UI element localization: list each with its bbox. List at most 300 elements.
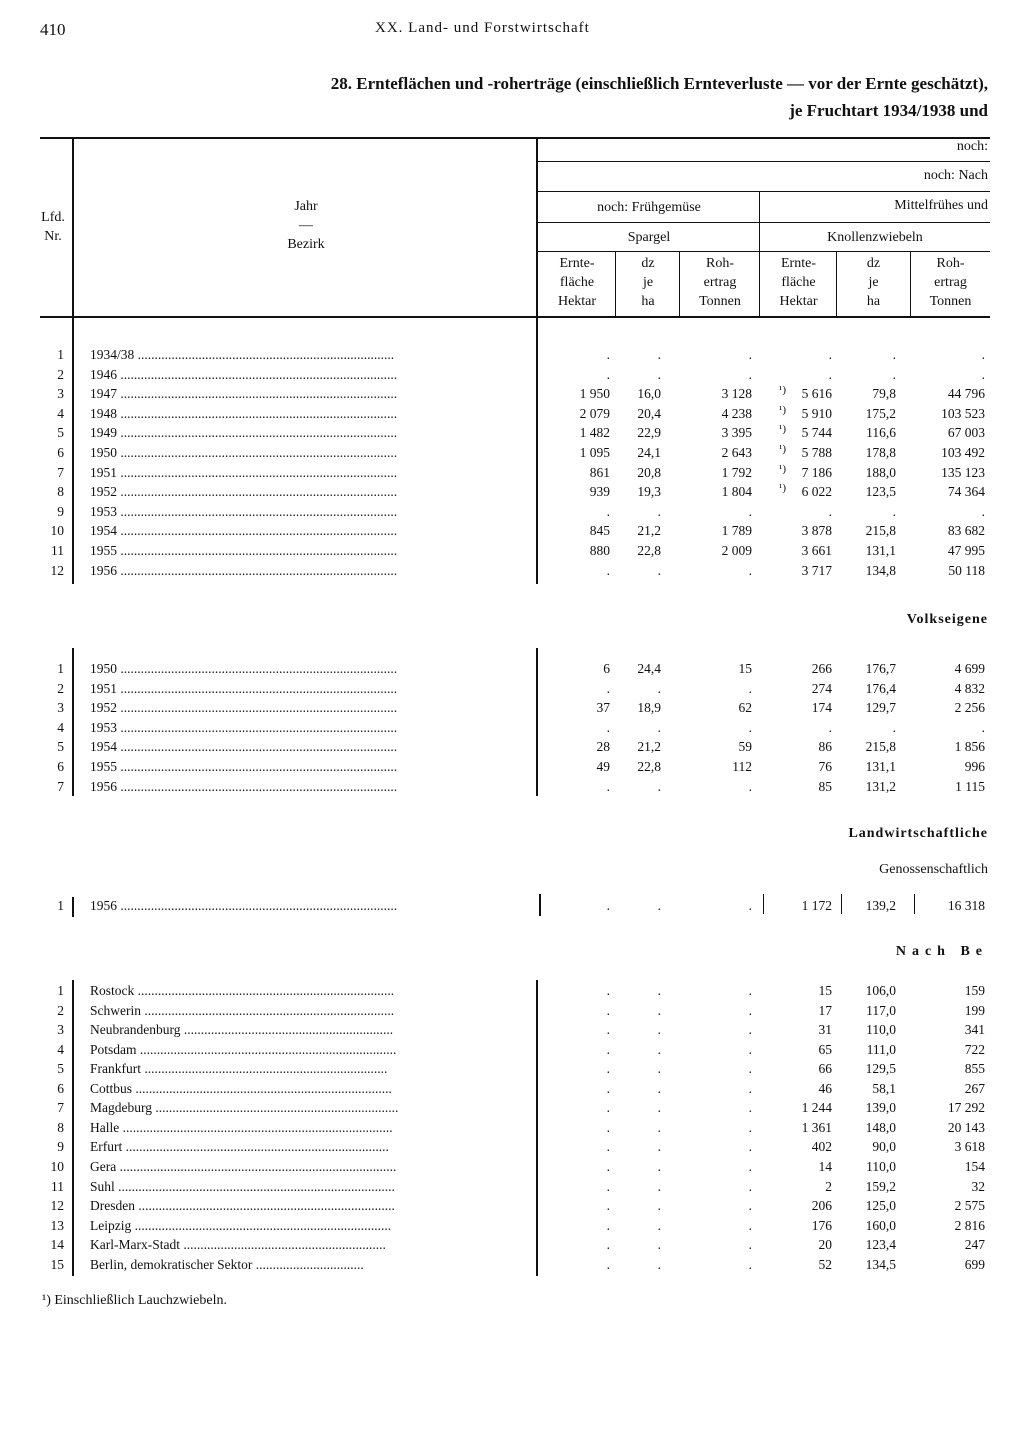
row-label: 1955 .................................................................................. bbox=[90, 543, 398, 558]
cell-c6: 67 003 bbox=[947, 425, 985, 441]
cell-c4: 31 bbox=[818, 1022, 832, 1038]
cell-c1: . bbox=[606, 1198, 610, 1214]
cell-c5: 123,5 bbox=[865, 484, 896, 500]
cell-c4: 85 bbox=[818, 778, 832, 794]
header-col2-l2: je bbox=[642, 275, 654, 290]
cell-c4: 6 022 bbox=[801, 484, 832, 500]
cell-c2: 22,8 bbox=[637, 543, 661, 558]
header-col4-l1: Ernte- bbox=[781, 256, 816, 271]
table-row bbox=[0, 739, 1024, 759]
cell-c1: . bbox=[606, 562, 610, 578]
cell-c2: . bbox=[657, 1198, 661, 1214]
cell-c1: . bbox=[606, 1158, 610, 1174]
cell-c1: 2 079 bbox=[579, 405, 610, 421]
cell-c6: . bbox=[981, 347, 985, 362]
row-number: 2 bbox=[57, 1002, 64, 1018]
table-title-line2: je Fruchtart 1934/1938 und bbox=[789, 101, 988, 120]
cell-c6: 16 318 bbox=[947, 898, 985, 913]
header-rule-nach bbox=[538, 191, 990, 192]
cell-c5: 110,0 bbox=[866, 1158, 896, 1174]
cell-c3: 59 bbox=[738, 739, 752, 755]
cell-c2: . bbox=[657, 778, 661, 794]
row-label: 1946 .................................................................................. bbox=[90, 366, 398, 382]
table-row bbox=[0, 1159, 1024, 1179]
cell-c2: . bbox=[657, 562, 661, 578]
cell-c6: 3 618 bbox=[954, 1139, 985, 1155]
cell-c3: . bbox=[748, 366, 752, 382]
row-number: 8 bbox=[57, 484, 64, 500]
cell-c6: 83 682 bbox=[947, 523, 985, 539]
cell-c6: 17 292 bbox=[947, 1100, 985, 1116]
cell-c1: 861 bbox=[589, 464, 610, 480]
cell-c4: 76 bbox=[818, 759, 832, 774]
cell-c1: 49 bbox=[596, 759, 610, 774]
cell-c2: 18,9 bbox=[637, 700, 661, 716]
cell-fn: ¹) bbox=[779, 423, 786, 436]
table-row bbox=[0, 347, 1024, 367]
table-row bbox=[0, 759, 1024, 779]
row-number: 1 bbox=[57, 347, 64, 362]
row-label: Neubrandenburg .............................................................. bbox=[90, 1022, 394, 1038]
cell-c5: . bbox=[892, 719, 896, 735]
cell-c4: 5 910 bbox=[801, 405, 832, 421]
table-row bbox=[0, 563, 1024, 583]
cell-c2: 20,4 bbox=[637, 405, 661, 421]
table-row bbox=[0, 403, 1024, 426]
row-number: 6 bbox=[57, 1080, 64, 1096]
row-label: 1950 .................................................................................. bbox=[90, 445, 398, 460]
table-row bbox=[0, 1042, 1024, 1062]
cell-c5: 188,0 bbox=[865, 464, 896, 480]
cell-c5: 125,0 bbox=[865, 1198, 896, 1214]
table-row bbox=[0, 1061, 1024, 1081]
header-sub-knollenzwiebeln: Knollenzwiebeln bbox=[827, 230, 923, 245]
cell-c5: 159,2 bbox=[865, 1178, 896, 1194]
header-rule-sub bbox=[538, 251, 990, 252]
table-row bbox=[0, 720, 1024, 740]
section-title-volkseigene: Volkseigene bbox=[906, 612, 988, 627]
cell-c4: 1 361 bbox=[801, 1119, 832, 1135]
section-subtitle-genossenschaftlich: Genossenschaftlich bbox=[879, 862, 988, 877]
row-label: 1956 .................................................................................. bbox=[90, 898, 398, 913]
cell-c4: 3 878 bbox=[801, 523, 832, 539]
body-rule-nr-s1 bbox=[72, 318, 74, 584]
cell-c3: . bbox=[748, 347, 752, 362]
cell-c6: 699 bbox=[964, 1256, 985, 1272]
cell-c4: 5 788 bbox=[801, 445, 832, 460]
table-title-line1: 28. Ernteflächen und -roherträge (einschließlich Ernteverluste — vor der Ernte geschätzt), bbox=[330, 74, 988, 93]
cell-c2: 16,0 bbox=[637, 386, 661, 402]
row-label: Cottbus ............................................................................ bbox=[90, 1080, 392, 1096]
header-col1-l3: Hektar bbox=[557, 294, 597, 309]
cell-c3: . bbox=[748, 1100, 752, 1116]
cell-c4: 17 bbox=[818, 1002, 832, 1018]
table-row bbox=[0, 543, 1024, 563]
row-number: 5 bbox=[57, 1061, 64, 1077]
cell-c5: 79,8 bbox=[872, 386, 896, 402]
cell-c1: 37 bbox=[596, 700, 610, 716]
cell-c6: 50 118 bbox=[948, 562, 985, 578]
header-divider-label bbox=[536, 139, 538, 316]
cell-c1: . bbox=[606, 1256, 610, 1272]
cell-c1: . bbox=[606, 1100, 610, 1116]
cell-c1: . bbox=[606, 1080, 610, 1096]
table-row bbox=[0, 1120, 1024, 1140]
cell-c2: . bbox=[657, 1041, 661, 1057]
row-label: Berlin, demokratischer Sektor ................................ bbox=[90, 1256, 364, 1272]
cell-c1: . bbox=[606, 778, 610, 794]
cell-c6: 20 143 bbox=[947, 1119, 985, 1135]
table-row bbox=[0, 1022, 1024, 1042]
cell-c1: . bbox=[606, 898, 610, 913]
body-rule-col5-s3 bbox=[914, 894, 915, 914]
row-number: 2 bbox=[57, 680, 64, 696]
cell-c4: 65 bbox=[818, 1041, 832, 1057]
cell-c3: 2 009 bbox=[721, 543, 752, 558]
cell-c6: 341 bbox=[964, 1022, 985, 1038]
header-jahr: Jahr bbox=[294, 199, 318, 214]
row-label: Magdeburg ........................................................................ bbox=[90, 1100, 399, 1116]
body-rule-label-s3 bbox=[539, 894, 541, 916]
header-col6-l3: Tonnen bbox=[929, 294, 972, 309]
cell-c2: . bbox=[657, 1256, 661, 1272]
cell-c5: 110,0 bbox=[866, 1022, 896, 1038]
row-label: Leipzig ............................................................................ bbox=[90, 1217, 392, 1233]
cell-c4: 46 bbox=[818, 1080, 832, 1096]
cell-c3: 2 643 bbox=[721, 445, 752, 460]
header-col6-l1: Roh- bbox=[936, 256, 965, 271]
cell-c6: . bbox=[981, 719, 985, 735]
row-number: 11 bbox=[51, 1178, 64, 1194]
cell-c6: 247 bbox=[964, 1237, 985, 1253]
table-row bbox=[0, 386, 1024, 406]
table-top-rule bbox=[40, 137, 990, 139]
body-rule-nr-s2 bbox=[72, 648, 74, 796]
cell-c1: 880 bbox=[589, 543, 610, 558]
cell-c1: 6 bbox=[603, 661, 610, 676]
cell-c2: . bbox=[657, 983, 661, 998]
cell-c6: 2 816 bbox=[954, 1217, 985, 1233]
row-label: 1954 .................................................................................. bbox=[90, 739, 398, 755]
row-label: Karl-Marx-Stadt ............................................................ bbox=[90, 1237, 386, 1253]
row-number: 1 bbox=[57, 983, 64, 998]
row-number: 5 bbox=[57, 739, 64, 755]
cell-c4: 14 bbox=[818, 1158, 832, 1174]
row-number: 5 bbox=[57, 425, 64, 441]
cell-c5: 175,2 bbox=[865, 405, 896, 421]
header-nr: Nr. bbox=[44, 229, 62, 244]
table-row bbox=[0, 445, 1024, 465]
cell-c6: 267 bbox=[964, 1080, 985, 1096]
cell-c3: 1 792 bbox=[721, 464, 752, 480]
row-label: 1952 .................................................................................. bbox=[90, 484, 398, 500]
table-row bbox=[0, 1237, 1024, 1257]
cell-c5: 178,8 bbox=[865, 445, 896, 460]
cell-c1: . bbox=[606, 983, 610, 998]
header-col4-l2: fläche bbox=[781, 275, 816, 290]
row-label: 1950 .................................................................................. bbox=[90, 661, 398, 676]
header-group-fruehgemuese: noch: Frühgemüse bbox=[597, 200, 701, 215]
cell-c3: 15 bbox=[738, 661, 752, 676]
table-row bbox=[0, 661, 1024, 681]
section-title-landwirtschaftliche: Landwirtschaftliche bbox=[848, 826, 988, 841]
row-number: 12 bbox=[50, 562, 64, 578]
header-col3-l1: Roh- bbox=[706, 256, 734, 271]
table-row bbox=[0, 1198, 1024, 1218]
cell-c4: 266 bbox=[811, 661, 832, 676]
row-number: 10 bbox=[50, 1158, 64, 1174]
cell-c4: 2 bbox=[825, 1178, 832, 1194]
cell-c4: . bbox=[828, 503, 832, 519]
cell-c5: 160,0 bbox=[865, 1217, 896, 1233]
cell-c4: 52 bbox=[818, 1256, 832, 1272]
header-divider-nr bbox=[72, 139, 74, 316]
body-rule-nr-s4 bbox=[72, 980, 74, 1276]
cell-c1: 1 095 bbox=[579, 445, 610, 460]
row-label: 1951 .................................................................................. bbox=[90, 680, 398, 696]
header-col2-l3: ha bbox=[641, 294, 655, 309]
body-rule-nr-s3 bbox=[72, 897, 74, 917]
header-col1-l2: fläche bbox=[559, 275, 595, 290]
cell-c3: . bbox=[748, 1217, 752, 1233]
cell-c5: 139,0 bbox=[865, 1100, 896, 1116]
cell-c6: 2 575 bbox=[954, 1198, 985, 1214]
row-label: Gera .................................................................................. bbox=[90, 1158, 397, 1174]
row-number: 6 bbox=[57, 445, 64, 460]
cell-c2: . bbox=[657, 1080, 661, 1096]
cell-c3: . bbox=[748, 1158, 752, 1174]
row-label: 1953 .................................................................................. bbox=[90, 719, 398, 735]
cell-c5: 111,0 bbox=[866, 1041, 896, 1057]
header-col6-l2: ertrag bbox=[934, 275, 967, 290]
table-row bbox=[0, 1218, 1024, 1238]
cell-c2: 22,9 bbox=[637, 425, 661, 441]
header-col5-l2: je bbox=[868, 275, 879, 290]
row-label: 1956 .................................................................................. bbox=[90, 562, 398, 578]
cell-c1: . bbox=[606, 347, 610, 362]
cell-c2: . bbox=[657, 366, 661, 382]
row-number: 4 bbox=[57, 1041, 64, 1057]
cell-c2: . bbox=[657, 1158, 661, 1174]
table-row bbox=[0, 504, 1024, 524]
cell-c4: 3 717 bbox=[801, 562, 832, 578]
cell-c6: 74 364 bbox=[947, 484, 985, 500]
cell-c1: . bbox=[606, 1217, 610, 1233]
cell-c2: 19,3 bbox=[637, 484, 661, 500]
cell-c1: 1 950 bbox=[579, 386, 610, 402]
cell-c3: . bbox=[748, 1139, 752, 1155]
header-noch: noch: bbox=[956, 139, 988, 154]
footnote: ¹) Einschließlich Lauchzwiebeln. bbox=[42, 1293, 227, 1308]
table-row bbox=[0, 1081, 1024, 1101]
cell-c5: 134,5 bbox=[865, 1256, 896, 1272]
table-row bbox=[0, 983, 1024, 1003]
row-label: 1953 .................................................................................. bbox=[90, 503, 398, 519]
header-divider-col2 bbox=[679, 251, 680, 316]
cell-c2: . bbox=[657, 1217, 661, 1233]
row-number: 7 bbox=[57, 464, 64, 480]
table-row bbox=[0, 1179, 1024, 1199]
header-divider-group bbox=[759, 192, 760, 316]
cell-c2: 22,8 bbox=[637, 759, 661, 774]
cell-c3: . bbox=[748, 1041, 752, 1057]
body-rule-label-s4 bbox=[536, 980, 538, 1276]
row-label: Frankfurt ........................................................................ bbox=[90, 1061, 388, 1077]
row-number: 6 bbox=[57, 759, 64, 774]
cell-c6: 855 bbox=[964, 1061, 985, 1077]
table-row bbox=[0, 367, 1024, 387]
table-row bbox=[0, 484, 1024, 504]
cell-c4: . bbox=[828, 347, 832, 362]
header-col1-l1: Ernte- bbox=[559, 256, 595, 271]
cell-c3: . bbox=[748, 1061, 752, 1077]
row-number: 7 bbox=[57, 778, 64, 794]
header-dash: — bbox=[299, 218, 313, 233]
row-label: 1951 .................................................................................. bbox=[90, 464, 398, 480]
cell-c6: 1 115 bbox=[955, 778, 985, 794]
cell-c5: 176,7 bbox=[865, 661, 896, 676]
cell-c2: 24,1 bbox=[637, 445, 661, 460]
cell-c6: . bbox=[981, 503, 985, 519]
cell-c5: 215,8 bbox=[865, 523, 896, 539]
cell-c3: . bbox=[748, 1237, 752, 1253]
cell-c1: . bbox=[606, 1061, 610, 1077]
cell-c6: 4 699 bbox=[954, 661, 985, 676]
cell-fn: ¹) bbox=[779, 403, 786, 416]
cell-c5: 131,2 bbox=[865, 778, 896, 794]
header-col2-l1: dz bbox=[641, 256, 655, 271]
row-label: Erfurt .............................................................................. bbox=[90, 1139, 389, 1155]
cell-c1: . bbox=[606, 1178, 610, 1194]
cell-c4: 274 bbox=[811, 680, 832, 696]
cell-c5: 116,6 bbox=[866, 425, 896, 441]
row-number: 1 bbox=[57, 898, 64, 913]
row-number: 8 bbox=[57, 1119, 64, 1135]
cell-c1: 939 bbox=[589, 484, 610, 500]
row-label: 1948 .................................................................................. bbox=[90, 405, 398, 421]
body-rule-label-s2 bbox=[536, 648, 538, 796]
table-row bbox=[0, 700, 1024, 720]
row-label: Schwerin .......................................................................... bbox=[90, 1002, 395, 1018]
cell-fn: ¹) bbox=[779, 384, 786, 397]
header-divider-col1 bbox=[615, 251, 616, 316]
row-label: Rostock ............................................................................ bbox=[90, 983, 395, 998]
cell-c6: 2 256 bbox=[954, 700, 985, 716]
cell-c4: . bbox=[828, 366, 832, 382]
cell-c6: 199 bbox=[964, 1002, 985, 1018]
header-col5-l3: ha bbox=[866, 294, 881, 309]
cell-c1: . bbox=[606, 1041, 610, 1057]
header-bezirk: Bezirk bbox=[287, 237, 325, 252]
header-col3-l2: ertrag bbox=[703, 275, 737, 290]
cell-c4: 5 744 bbox=[801, 425, 832, 441]
cell-c5: 176,4 bbox=[865, 680, 896, 696]
header-col5-l1: dz bbox=[866, 256, 881, 271]
cell-c2: . bbox=[657, 898, 661, 913]
table-row bbox=[0, 523, 1024, 543]
row-number: 7 bbox=[57, 1100, 64, 1116]
row-number: 13 bbox=[50, 1217, 64, 1233]
cell-c6: . bbox=[981, 366, 985, 382]
cell-c4: 66 bbox=[818, 1061, 832, 1077]
cell-c4: . bbox=[828, 719, 832, 735]
cell-c6: 722 bbox=[964, 1041, 985, 1057]
cell-c2: . bbox=[657, 1139, 661, 1155]
page-number: 410 bbox=[40, 20, 66, 39]
header-rule-group bbox=[538, 222, 990, 223]
cell-c2: 21,2 bbox=[637, 523, 661, 539]
cell-c2: . bbox=[657, 1002, 661, 1018]
cell-c1: 28 bbox=[596, 739, 610, 755]
cell-c5: 139,2 bbox=[865, 898, 896, 913]
row-label: 1955 .................................................................................. bbox=[90, 759, 398, 774]
body-rule-col3-s3 bbox=[763, 894, 764, 914]
cell-c4: 5 616 bbox=[801, 386, 832, 402]
cell-fn: ¹) bbox=[779, 462, 786, 475]
cell-c2: . bbox=[657, 1178, 661, 1194]
cell-c3: . bbox=[748, 983, 752, 998]
cell-c2: . bbox=[657, 1022, 661, 1038]
cell-c3: 4 238 bbox=[721, 405, 752, 421]
row-number: 3 bbox=[57, 386, 64, 402]
cell-fn: ¹) bbox=[779, 443, 786, 455]
row-number: 9 bbox=[57, 1139, 64, 1155]
cell-c6: 44 796 bbox=[947, 386, 985, 402]
cell-c4: 1 172 bbox=[801, 898, 832, 913]
cell-c6: 32 bbox=[971, 1178, 985, 1194]
cell-c2: 24,4 bbox=[637, 661, 661, 676]
cell-c4: 176 bbox=[811, 1217, 832, 1233]
cell-c5: 131,1 bbox=[865, 543, 896, 558]
header-col4-l3: Hektar bbox=[779, 294, 818, 309]
row-number: 4 bbox=[57, 405, 64, 421]
table-row bbox=[0, 1139, 1024, 1159]
cell-c3: 112 bbox=[732, 759, 752, 774]
cell-c1: . bbox=[606, 1022, 610, 1038]
header-sub-spargel: Spargel bbox=[627, 230, 671, 245]
cell-c3: . bbox=[748, 719, 752, 735]
cell-c1: . bbox=[606, 1237, 610, 1253]
cell-c2: . bbox=[657, 347, 661, 362]
cell-c1: . bbox=[606, 1139, 610, 1155]
cell-fn: ¹) bbox=[779, 482, 786, 495]
row-number: 3 bbox=[57, 1022, 64, 1038]
body-rule-label-s1 bbox=[536, 318, 538, 584]
table-row bbox=[0, 898, 1024, 918]
table-row bbox=[0, 1003, 1024, 1023]
cell-c5: 90,0 bbox=[872, 1139, 896, 1155]
row-number: 14 bbox=[50, 1237, 64, 1253]
row-label: Halle ................................................................................ bbox=[90, 1119, 393, 1135]
row-number: 11 bbox=[51, 543, 64, 558]
cell-c2: . bbox=[657, 680, 661, 696]
cell-c2: . bbox=[657, 1061, 661, 1077]
cell-c5: . bbox=[892, 366, 896, 382]
cell-c6: 103 492 bbox=[941, 445, 985, 460]
cell-c1: . bbox=[606, 1002, 610, 1018]
cell-c1: 845 bbox=[589, 523, 610, 539]
header-noch-nach: noch: Nach bbox=[923, 168, 988, 183]
cell-c3: . bbox=[748, 680, 752, 696]
cell-c4: 174 bbox=[811, 700, 832, 716]
cell-c3: . bbox=[748, 1080, 752, 1096]
row-number: 4 bbox=[57, 719, 64, 735]
chapter-title: XX. Land- und Forstwirtschaft bbox=[375, 20, 590, 36]
table-row bbox=[0, 1100, 1024, 1120]
cell-c5: 131,1 bbox=[865, 759, 896, 774]
cell-c5: 106,0 bbox=[865, 983, 896, 998]
cell-c4: 1 244 bbox=[801, 1100, 832, 1116]
